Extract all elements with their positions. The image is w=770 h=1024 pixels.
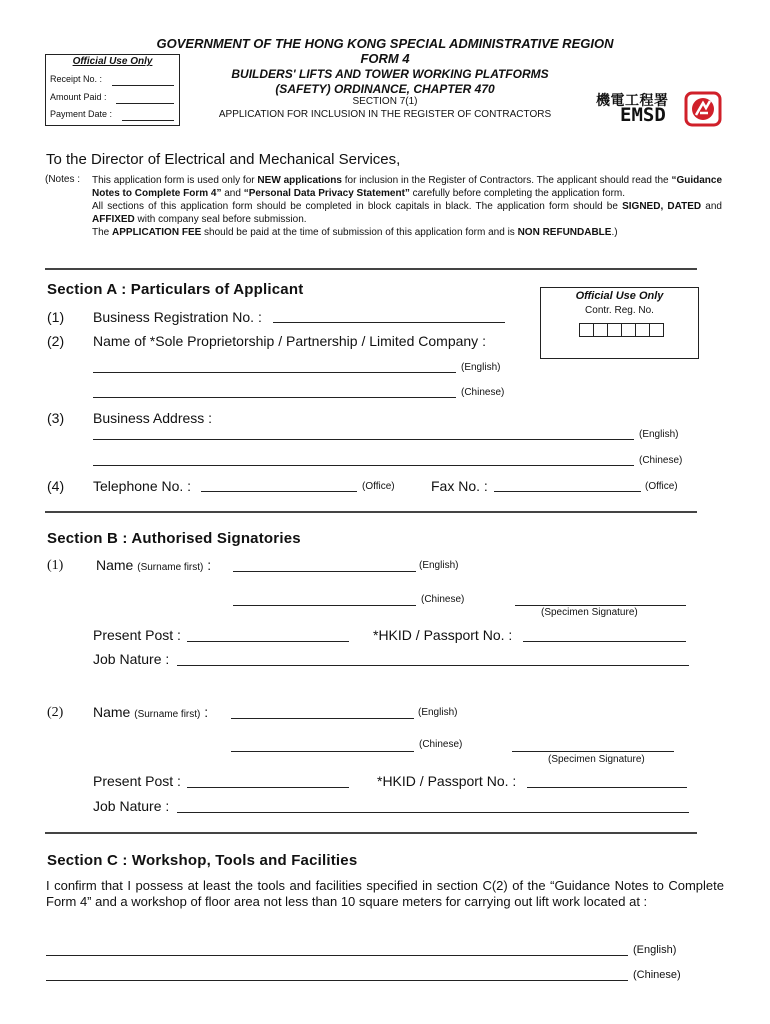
note-emphasis: NON REFUNDABLE <box>517 227 612 238</box>
company-name-english-input[interactable] <box>93 372 456 373</box>
colon: : <box>204 704 209 720</box>
signatory-name-label <box>96 557 211 573</box>
official-use-title: Official Use Only <box>72 56 153 67</box>
contr-reg-label: Contr. Reg. No. <box>585 305 654 316</box>
form-government-title: GOVERNMENT OF THE HONG KONG SPECIAL ADMINISTRATIVE REGION <box>156 36 614 51</box>
divider <box>45 511 697 513</box>
contr-official-title: Official Use Only <box>575 290 664 302</box>
note-emphasis: NEW applications <box>257 175 342 186</box>
note-text: should be paid at the time of submission of this application form and is <box>201 227 518 238</box>
fax-label: Fax No. : <box>431 478 488 494</box>
item-number: (1) <box>47 309 65 325</box>
workshop-address-chinese-input[interactable] <box>46 980 628 981</box>
hkid-label: *HKID / Passport No. : <box>373 627 513 643</box>
section-b-title: Section B : Authorised Signatories <box>47 530 301 547</box>
note-emphasis: AFFIXED <box>92 214 135 225</box>
amount-label: Amount Paid : <box>50 92 107 102</box>
form-subtitle: APPLICATION FOR INCLUSION IN THE REGISTER OF CONTRACTORS <box>218 109 552 120</box>
note-text: and <box>221 188 244 199</box>
signatory-1-name-chinese-input[interactable] <box>233 605 416 606</box>
divider <box>45 268 697 270</box>
contr-cell[interactable] <box>594 324 608 336</box>
office-tag: (Office) <box>645 481 678 492</box>
present-post-label: Present Post : <box>93 773 181 789</box>
note-text: This application form is used only for <box>92 175 258 186</box>
payment-date-label: Payment Date : <box>50 109 113 119</box>
signatory-2-job-input[interactable] <box>177 812 689 813</box>
logo-emsd-text: EMSD <box>620 104 666 126</box>
section-a-title: Section A : Particulars of Applicant <box>47 281 304 298</box>
note-text: The <box>92 227 113 238</box>
note-emphasis: SIGNED, DATED <box>622 201 702 212</box>
surname-first-note: (Surname first) <box>137 562 204 573</box>
notes-body <box>92 174 722 239</box>
signatory-1-post-input[interactable] <box>187 641 349 642</box>
signatory-2-name-english-input[interactable] <box>231 718 414 719</box>
address-english-input[interactable] <box>93 439 634 440</box>
note-text: for inclusion in the Register of Contractors. The applicant should read the <box>341 175 672 186</box>
signatory-name-label <box>93 704 208 720</box>
item-number: (4) <box>47 478 65 494</box>
company-name-chinese-input[interactable] <box>93 397 456 398</box>
name-word: Name <box>93 704 131 720</box>
signatory-1-hkid-input[interactable] <box>523 641 686 642</box>
brn-label: Business Registration No. : <box>93 309 262 325</box>
logo-chinese-text: 機電工程署 <box>596 92 669 108</box>
notes-prefix: (Notes : <box>45 174 81 185</box>
specimen-signature-tag: (Specimen Signature) <box>541 607 638 618</box>
specimen-signature-tag: (Specimen Signature) <box>548 754 645 765</box>
note-emphasis: APPLICATION FEE <box>112 227 202 238</box>
english-tag: (English) <box>461 362 501 373</box>
fax-input[interactable] <box>494 491 641 492</box>
present-post-label: Present Post : <box>93 627 181 643</box>
job-nature-label: Job Nature : <box>93 651 170 667</box>
address-chinese-input[interactable] <box>93 465 634 466</box>
item-number: (2) <box>47 333 65 349</box>
chinese-tag: (Chinese) <box>633 969 681 981</box>
emsd-logo-icon <box>684 91 722 127</box>
hkid-label: *HKID / Passport No. : <box>377 773 517 789</box>
item-number: (3) <box>47 410 65 426</box>
note-text: and <box>701 201 722 212</box>
contr-official-box <box>540 287 699 359</box>
chinese-tag: (Chinese) <box>639 455 683 466</box>
contr-cell[interactable] <box>622 324 636 336</box>
contr-cell[interactable] <box>608 324 622 336</box>
signatory-2-hkid-input[interactable] <box>527 787 687 788</box>
signatory-1-job-input[interactable] <box>177 665 689 666</box>
english-tag: (English) <box>418 707 458 718</box>
note-text: .) <box>611 227 618 238</box>
contr-cell[interactable] <box>650 324 663 336</box>
payment-date-field[interactable] <box>122 120 174 121</box>
section-c-title: Section C : Workshop, Tools and Facilities <box>47 852 358 869</box>
name-word: Name <box>96 557 134 573</box>
colon: : <box>207 557 212 573</box>
addressee-line: To the Director of Electrical and Mechanical Services, <box>46 151 401 168</box>
company-name-label: Name of *Sole Proprietorship / Partnership / Limited Company : <box>93 333 486 349</box>
item-number: (2) <box>47 705 64 720</box>
surname-first-note: (Surname first) <box>134 709 201 720</box>
telephone-input[interactable] <box>201 491 357 492</box>
note-emphasis: “Personal Data Privacy Statement” <box>243 188 410 199</box>
note-emphasis: “Guidance Notes to Complete Form 4” <box>92 175 723 199</box>
note-text: All sections of this application form should be completed in block capitals in black. The application form should be <box>92 201 623 212</box>
job-nature-label: Job Nature : <box>93 798 170 814</box>
english-tag: (English) <box>639 429 679 440</box>
contr-reg-cells[interactable] <box>579 323 664 337</box>
english-tag: (English) <box>419 560 459 571</box>
item-number: (1) <box>47 558 64 573</box>
section-c-body: I confirm that I possess at least the tools and facilities specified in section C(2) of the “Guidance Notes to Complete Form 4” and a workshop of floor area not less than 10 square meters for carrying out lift work located at : <box>46 878 724 909</box>
signatory-2-signature-field[interactable] <box>512 751 674 752</box>
brn-input[interactable] <box>273 322 505 323</box>
address-label: Business Address : <box>93 410 213 426</box>
section-reference: SECTION 7(1) <box>352 96 418 107</box>
signatory-1-name-english-input[interactable] <box>233 571 416 572</box>
ordinance-title: BUILDERS' LIFTS AND TOWER WORKING PLATFORMS <box>231 67 549 81</box>
telephone-label: Telephone No. : <box>93 478 192 494</box>
official-use-box <box>45 54 180 126</box>
receipt-label: Receipt No. : <box>50 74 103 84</box>
contr-cell[interactable] <box>636 324 650 336</box>
note-text: with company seal before submission. <box>134 214 307 225</box>
chinese-tag: (Chinese) <box>419 739 463 750</box>
english-tag: (English) <box>633 944 677 956</box>
signatory-2-name-chinese-input[interactable] <box>231 751 414 752</box>
ordinance-chapter: (SAFETY) ORDINANCE, CHAPTER 470 <box>275 82 495 96</box>
form-number: FORM 4 <box>360 51 410 66</box>
receipt-field[interactable] <box>112 85 174 86</box>
chinese-tag: (Chinese) <box>461 387 505 398</box>
amount-field[interactable] <box>116 103 174 104</box>
workshop-address-english-input[interactable] <box>46 955 628 956</box>
chinese-tag: (Chinese) <box>421 594 465 605</box>
divider <box>45 832 697 834</box>
signatory-2-post-input[interactable] <box>187 787 349 788</box>
office-tag: (Office) <box>362 481 395 492</box>
note-text: carefully before completing the application form. <box>409 188 626 199</box>
signatory-1-signature-field[interactable] <box>515 605 686 606</box>
contr-cell[interactable] <box>580 324 594 336</box>
